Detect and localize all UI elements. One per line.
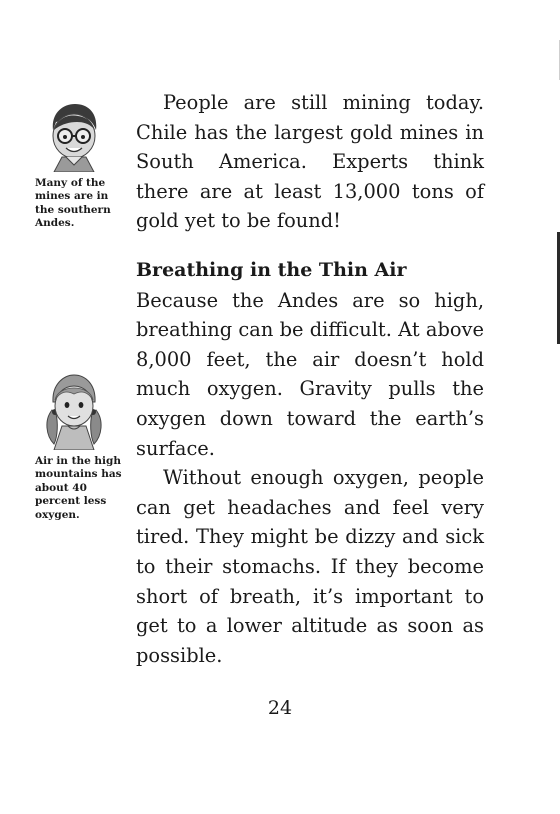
- boy-with-glasses-icon: [44, 100, 104, 172]
- girl-with-pigtails-icon: [44, 370, 104, 450]
- section-heading: Breathing in the Thin Air: [136, 258, 407, 281]
- sidebar-note-oxygen: Air in the high mountains has about 40 percent less oxygen.: [35, 455, 122, 521]
- paragraph-oxygen: Without enough oxygen, people can get headaches and feel very tired. They might be dizzy and sick to their stomachs. If they become short of breath, it’s important to get to a lower altitude as soon as possible.: [136, 466, 484, 667]
- main-text-column: [136, 88, 484, 670]
- paragraph-breathing: Because the Andes are so high, breathing can be difficult. At above 8,000 feet, the air doesn’t hold much oxygen. Gravity pulls the oxygen down toward the earth’s surface.: [136, 288, 484, 460]
- sidebar-note-mines: Many of the mines are in the southern Andes.: [35, 177, 111, 230]
- paragraph-mining: People are still mining today. Chile has the largest gold mines in South America. Experts think there are at least 13,000 tons of gold yet to be found!: [136, 91, 484, 233]
- page-number: 24: [267, 697, 293, 719]
